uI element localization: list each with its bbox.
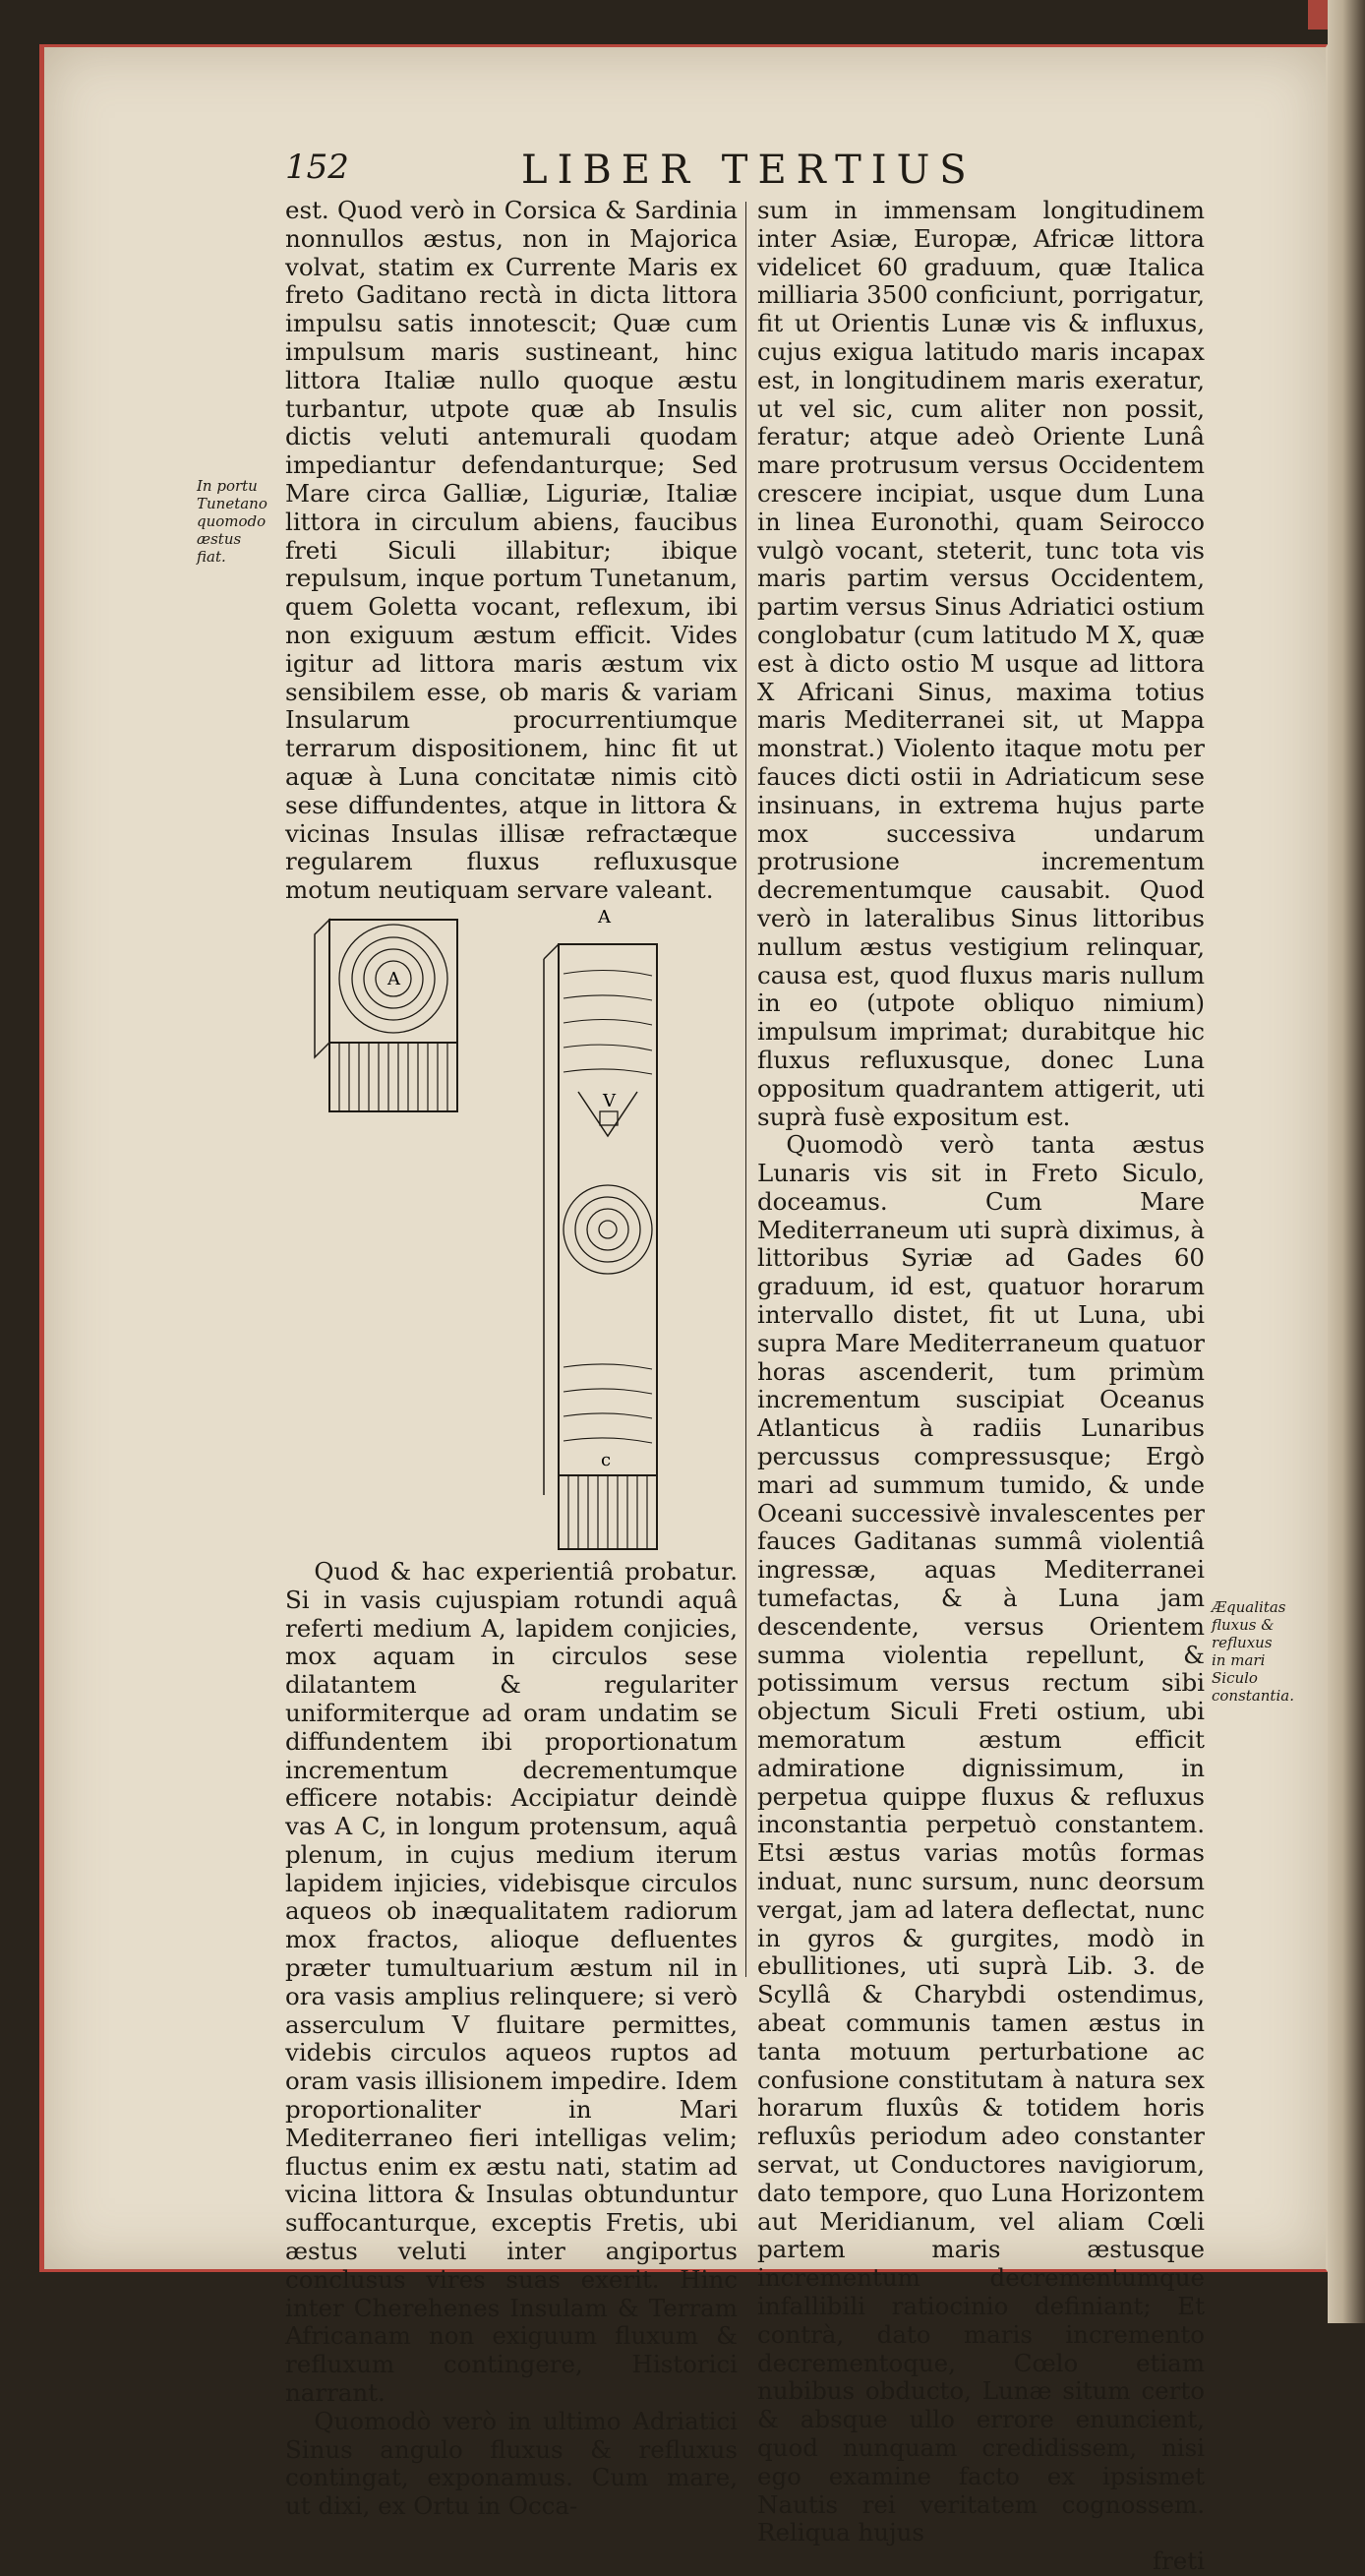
- running-head: LIBER TERTIUS: [521, 148, 977, 193]
- figure-2-label-a: A: [598, 906, 611, 928]
- page-header: [285, 148, 1033, 197]
- margin-note-right: Æqualitas fluxus & refluxus in mari Siculo constantia.: [1212, 1598, 1294, 1705]
- page-number: 152: [285, 148, 349, 187]
- figure-long-vessel: [534, 905, 682, 1554]
- right-paragraph-1: sum in immensam longitudinem inter Asiæ, Europæ, Africæ littora videlicet 60 graduum, quæ Italica milliaria 3500 conficiunt, porrigatur, fit ut Orientis Lunæ vis & influxus, cujus exigua latitudo maris incapax est, in longitudinem maris exeratur, ut vel sic, cum aliter non possit, feratur; atque adeò Oriente Lunâ mare protrusum versus Occidentem crescere incipiat, usque dum Luna in linea Euronothi, quam Seirocco vulgò vocant, steterit, tunc tota vis maris partim versus Occidentem, partim versus Sinus Adriatici ostium conglobatur (cum latitudo M X, quæ est à dicto ostio M usque ad littora X Africani Sinus, maxima totius maris Mediterranei sit, ut Mappa monstrat.) Violento itaque motu per fauces dicti ostii in Adriaticum sese insinuans, in extrema hujus parte mox successiva undarum protrusione incrementum decrementumque causabit. Quod verò in lateralibus Sinus littoribus nullum æstus vestigium relinquar, causa est, quod fluxus maris nullum in eo (utpote obliquo nimium) impulsum imprimat; durabitque hic fluxus refluxusque, donec Luna oppositum quadrantem attigerit, uti suprà fusè expositum est.: [757, 196, 1205, 1131]
- figure-round-vessel: [300, 905, 487, 1116]
- figure-1-label-a: A: [387, 968, 400, 989]
- facing-page-edge: [1328, 0, 1365, 2323]
- right-column: [757, 197, 1205, 2576]
- figure-2-label-v: V: [603, 1090, 616, 1111]
- column-rule: [745, 202, 746, 1977]
- left-paragraph-1: est. Quod verò in Corsica & Sardinia nonnullos æstus, non in Majorica volvat, statim ex Currente Maris ex freto Gaditano rectà in dicta littora impulsu satis innotescit; Quæ cum impulsum maris sustineant, hinc littora Italiæ nullo quoque æstu turbantur, utpote quæ ab Insulis dictis veluti antemurali quodam impediantur defendanturque; Sed Mare circa Galliæ, Liguriæ, Italiæ littora in circulum abiens, faucibus freti Siculi illabitur; ibique repulsum, inque portum Tunetanum, quem Goletta vocant, reflexum, ibi non exiguum æstum efficit. Vides igitur ad littora maris æstum vix sensibilem esse, ob maris & variam Insularum procurrentiumque terrarum dispositionem, hinc fit ut aquæ à Luna concitatæ nimis citò sese diffundentes, atque in littora & vicinas Insulas illisæ refractæque regularem fluxus refluxusque motum neutiquam servare valeant.: [285, 196, 738, 905]
- right-paragraph-2: Quomodò verò tanta æstus Lunaris vis sit in Freto Siculo, doceamus. Cum Mare Mediterraneum uti suprà diximus, à littoribus Syriæ ad Gades 60 graduum, id est, quatuor horarum intervallo distet, fit ut Luna, ubi supra Mare Mediterraneum quatuor horas ascenderit, tum primùm incrementum suscipiat Oceanus Atlanticus à radiis Lunaribus percussus compressusque; Ergò mari ad summum tumido, & unde Oceani successivè invalescentes per fauces Gaditanas summâ violentiâ ingressæ, aquas Mediterranei tumefactas, & à Luna jam descendente, versus Orientem summa violentia repellunt, & potissimum versus rectum sibi objectum Siculi Freti ostium, ubi memoratum æstum efficit admiratione dignissimum, in perpetua quippe fluxus & refluxus inconstantia perpetuò constantem. Etsi æstus varias motûs formas induat, nunc sursum, nunc deorsum vergat, jam ad latera deflectat, nunc in gyros & gurgites, modò in ebullitiones, uti suprà Lib. 3. de Scyllâ & Charybdi ostendimus, abeat communis tamen æstus in tanta motuum perturbatione ac confusione constitutam à natura sex horarum fluxûs & totidem horis refluxûs periodum adeo constanter servat, ut Conductores navigiorum, dato tempore, quo Luna Horizontem aut Meridianum, vel aliam Cœli partem maris æstusque incrementum decrementumque infallibili ratiocinio definiant; Et contrà, dato maris incremento decrementoque, Cœlo etiam nubibus obducto, Lunæ situm certo & absque ullo errore enuncient, quod nunquam credidissem, nisi ego examine facto ex ipsismet Nautis rei veritatem cognossem. Reliqua hujus: [757, 1130, 1205, 2547]
- left-paragraph-2: Quod & hac experientiâ probatur. Si in vasis cujuspiam rotundi aquâ referti medium A, lapidem conjicies, mox aquam in circulos sese dilatantem & regulariter uniformiterque ad oram undatim se diffundentem ibi proportionatum incrementum decrementumque efficere notabis: Accipiatur deindè vas A C, in longum protensum, aquâ plenum, in cujus medium iterum lapidem injicies, videbisque circulos aqueos ob inæqualitatem radiorum mox fractos, alioque defluentes præter tumultuarium æstum nil in ora vasis amplius relinquere; si verò asserculum V fluitare permittes, videbis circulos aqueos ruptos ad oram vasis illisionem impedire. Idem proportionaliter in Mari Mediterraneo fieri intelligas velim; fluctus enim ex æstu nati, statim ad vicina littora & Insulas obtunduntur suffocanturque, exceptis Fretis, ubi æstus veluti inter angiportus conclusus vires suas exerit. Hinc inter Cherehenes Insulam & Terram Africanam non exiguum fluxum & refluxum contingere, Historici narrant.: [285, 1556, 738, 2408]
- margin-note-left: In portu Tunetano quomodo æstus fiat.: [197, 477, 267, 566]
- left-column: [285, 197, 738, 2521]
- catchword: freti: [1153, 2546, 1205, 2576]
- left-paragraph-3: Quomodò verò in ultimo Adriatici Sinus angulo fluxus & refluxus contingat, exponamus. Cum mare, ut dixi, ex Ortu in Occa-: [285, 2406, 738, 2521]
- figure-2-label-c: c: [601, 1449, 612, 1470]
